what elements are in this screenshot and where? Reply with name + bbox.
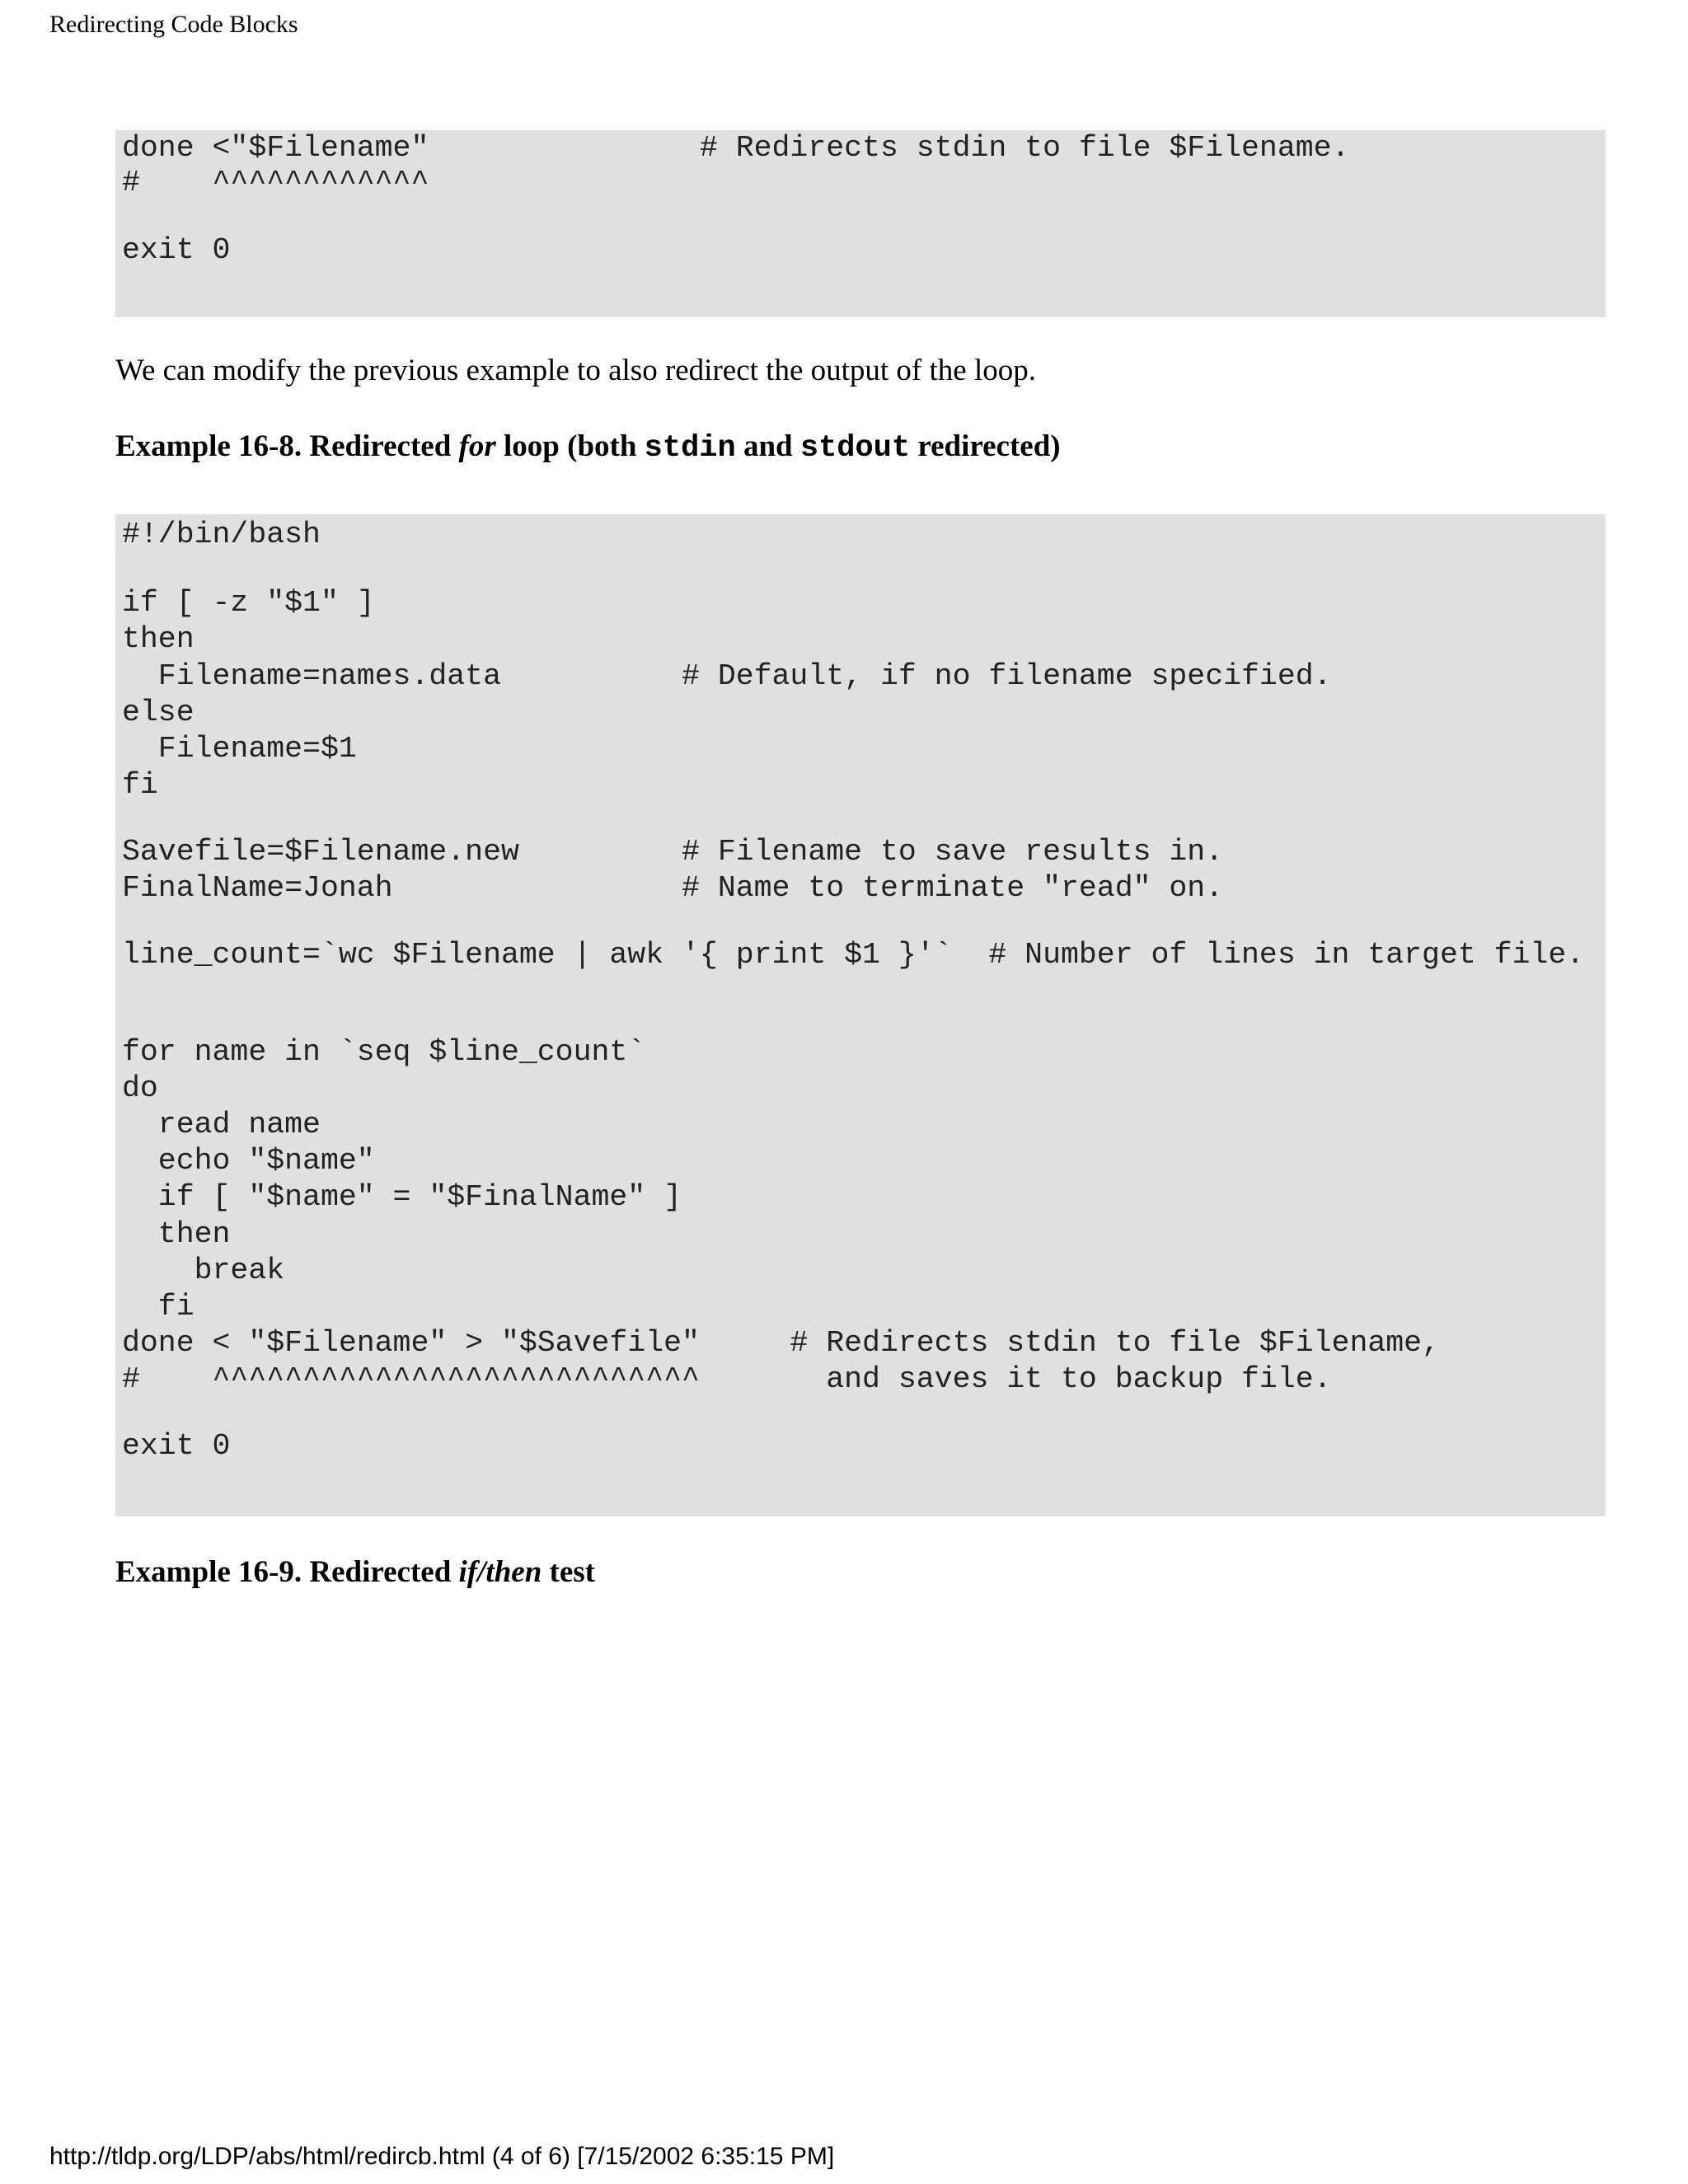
title-text: redirected) — [910, 429, 1061, 463]
code-block-redirected-for-loop — [115, 514, 1606, 1516]
code-line: read name — [122, 1108, 321, 1141]
code-line: fi — [122, 1290, 195, 1324]
code-line: done < "$Filename" > "$Savefile" # Redirects stdin to file $Filename, — [122, 1326, 1440, 1360]
title-text: Example 16-8. Redirected — [115, 429, 459, 463]
title-text: test — [542, 1555, 595, 1589]
code-line: if [ "$name" = "$FinalName" ] — [122, 1180, 682, 1214]
code-line: # ^^^^^^^^^^^^^^^^^^^^^^^^^^^ and saves it to backup file. — [122, 1362, 1332, 1396]
title-text: Example 16-9. Redirected — [115, 1555, 459, 1589]
code-line: Filename=names.data # Default, if no filename specified. — [122, 659, 1332, 693]
title-text: loop (both — [495, 429, 645, 463]
code-line: exit 0 — [122, 233, 231, 267]
code-line: do — [122, 1071, 158, 1105]
code-line: then — [122, 1217, 231, 1251]
code-line: echo "$name" — [122, 1144, 375, 1178]
title-code-stdin: stdin — [644, 431, 736, 466]
code-line: done <"$Filename" # Redirects stdin to file $Filename. — [122, 131, 1350, 165]
code-line: Filename=$1 — [122, 732, 357, 766]
code-line: break — [122, 1254, 285, 1287]
code-line: Savefile=$Filename.new # Filename to save results in. — [122, 835, 1224, 869]
code-line: #!/bin/bash — [122, 518, 321, 551]
code-line: # ^^^^^^^^^^^^ — [122, 166, 429, 199]
code-line: fi — [122, 768, 158, 802]
code-line: line_count=`wc $Filename | awk '{ print $1 }'` # Number of lines in target file. — [122, 938, 1585, 972]
code-line: then — [122, 622, 195, 656]
code-line: for name in `seq $line_count` — [122, 1035, 646, 1069]
body-paragraph: We can modify the previous example to also redirect the output of the loop. — [115, 354, 1036, 387]
example-16-9-title — [115, 1552, 595, 1593]
code-line: if [ -z "$1" ] — [122, 586, 375, 620]
title-code-stdout: stdout — [799, 431, 911, 466]
code-block-redirected-while-end — [115, 130, 1606, 317]
title-text: and — [735, 429, 800, 463]
example-16-8-title — [115, 426, 1061, 469]
page-footer-url: http://tldp.org/LDP/abs/html/redircb.html (4 of 6) [7/15/2002 6:35:15 PM] — [49, 2143, 835, 2170]
code-line: else — [122, 696, 195, 729]
title-keyword: if/then — [458, 1555, 542, 1589]
page-header-title: Redirecting Code Blocks — [49, 11, 298, 38]
title-keyword: for — [458, 429, 496, 463]
code-line: FinalName=Jonah # Name to terminate "read" on. — [122, 871, 1224, 905]
code-line: exit 0 — [122, 1429, 231, 1463]
